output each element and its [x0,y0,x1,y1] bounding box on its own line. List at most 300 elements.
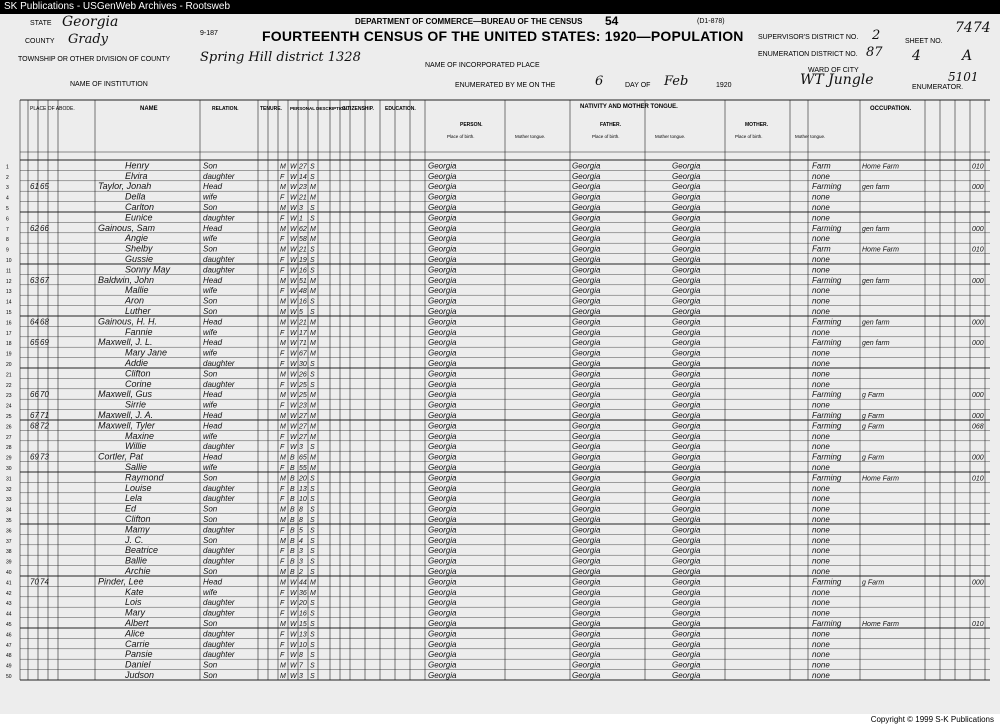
person-name: Fannie [125,326,153,337]
father-birth-place: Georgia [572,483,601,493]
marital-value: M [310,184,316,192]
race-value: B [290,558,295,566]
birth-place: Georgia [428,296,457,306]
race-value: W [290,298,297,306]
relation-value: Head [203,338,223,348]
relation-value: Son [203,244,218,254]
relation-value: Son [203,369,218,379]
age-value: 26 [299,371,307,379]
person-name: Corine [125,378,152,389]
age-value: 19 [299,257,307,264]
occupation-value: none [812,307,830,316]
marital-value: S [310,506,315,514]
age-value: 3 [299,558,303,566]
mother-birth-place: Georgia [672,483,701,493]
birth-place: Georgia [428,598,457,608]
sheet-label: SHEET NO. [905,38,943,45]
line-number: 30 [6,466,12,472]
marital-value: S [310,641,315,649]
mother-birth-place: Georgia [672,546,701,556]
township-value: Spring Hill district 1328 [200,50,361,65]
occupation-value: none [812,379,830,389]
family-number: 70 [40,390,49,400]
age-value: 16 [299,610,307,618]
line-number: 49 [6,663,12,670]
form-code: (D1-878) [697,18,725,25]
age-value: 58 [299,236,307,244]
birth-place: Georgia [428,421,457,431]
person-name: Raymond [125,472,164,483]
line-number: 1 [6,164,9,171]
sex-value: F [280,215,285,223]
person-name: Sallie [125,462,148,472]
birth-place: Georgia [428,348,457,358]
person-name: Gainous, H. H. [98,316,158,327]
mother-birth-place: Georgia [672,431,701,441]
line-number: 15 [6,310,12,316]
relation-value: Head [203,223,223,233]
birth-place: Georgia [428,515,457,524]
mother-birth-place: Georgia [672,608,701,618]
race-value: W [290,413,297,420]
occupation-value: none [812,463,830,472]
age-value: 14 [299,173,307,181]
mother-birth-place: Georgia [672,244,701,254]
occupation-value: none [812,265,830,275]
sex-value: M [280,340,286,348]
age-value: 21 [299,246,307,254]
marital-value: S [310,548,315,556]
line-number: 44 [6,611,12,618]
mother-birth-place: Georgia [672,421,701,431]
birth-place: Georgia [428,431,457,441]
father-birth-place: Georgia [572,577,601,587]
father-birth-place: Georgia [572,587,601,597]
race-value: B [290,537,295,545]
industry-value: g Farm [862,423,885,431]
father-birth-place: Georgia [572,213,601,223]
father-birth-place: Georgia [572,296,601,306]
relation-value: daughter [203,639,235,649]
header-father: FATHER. [600,122,622,128]
person-name: Kate [125,586,144,597]
marital-value: S [310,662,315,670]
sex-value: F [280,610,285,618]
sex-value: F [280,267,285,275]
person-name: Della [125,191,146,202]
age-value: 10 [299,496,307,504]
line-number: 31 [6,476,12,483]
age-value: 48 [299,288,307,296]
family-number: 71 [40,411,49,420]
enumerated-month: Feb [664,74,689,89]
mother-birth-place: Georgia [672,525,701,535]
race-value: W [290,652,297,660]
sheet-value: 4 [912,48,921,64]
birth-place: Georgia [428,317,457,327]
mother-birth-place: Georgia [672,192,701,202]
mother-birth-place: Georgia [672,286,701,296]
relation-value: Head [203,577,223,587]
relation-value: Son [203,307,218,316]
occupation-code: 000 [972,277,984,285]
birth-place: Georgia [428,286,457,296]
race-value: W [290,194,297,202]
window-title: SK Publications - USGenWeb Archives - Rootsweb [0,0,1000,14]
sex-value: F [280,361,285,368]
father-birth-place: Georgia [572,535,601,545]
header-mother: MOTHER. [745,122,769,128]
birth-place: Georgia [428,650,457,660]
line-number: 42 [6,590,12,597]
age-value: 23 [299,184,307,192]
relation-value: wife [203,400,218,410]
relation-value: Son [203,473,218,483]
race-value: W [290,444,297,452]
line-number: 5 [6,206,9,212]
occupation-code: 000 [972,319,984,327]
father-birth-place: Georgia [572,275,601,285]
age-value: 7 [299,662,303,670]
line-number: 11 [6,268,12,275]
age-value: 71 [299,340,307,348]
marital-value: S [310,361,315,368]
birth-place: Georgia [428,192,457,202]
race-value: W [290,288,297,296]
line-number: 37 [6,538,12,545]
person-name: Sirrie [125,399,147,410]
mother-birth-place: Georgia [672,452,701,462]
sex-value: M [280,319,286,327]
industry-value: gen farm [862,340,890,348]
father-birth-place: Georgia [572,463,601,472]
relation-value: Head [203,275,223,285]
relation-value: Son [203,671,218,680]
race-value: W [290,340,297,348]
birth-place: Georgia [428,483,457,493]
race-value: B [290,496,295,504]
header-personal: PERSONAL DESCRIPTION. [290,106,349,111]
person-name: Mamy [125,524,150,535]
occupation-value: none [812,171,830,181]
person-name: Maxwell, Tyler [98,420,155,431]
birth-place: Georgia [428,400,457,410]
mother-birth-place: Georgia [672,494,701,504]
mother-birth-place: Georgia [672,223,701,233]
birth-place: Georgia [428,535,457,545]
occupation-value: Farming [812,473,842,483]
mother-birth-place: Georgia [672,619,701,628]
birth-place: Georgia [428,619,457,628]
sex-value: M [280,517,286,524]
line-number: 23 [6,393,12,400]
mother-birth-place: Georgia [672,639,701,649]
marital-value: M [310,225,316,233]
age-value: 13 [299,485,307,493]
census-sheet [0,14,1000,714]
mother-birth-place: Georgia [672,535,701,545]
father-birth-place: Georgia [572,317,601,327]
marital-value: S [310,485,315,493]
person-name: Mallie [125,285,149,296]
age-value: 15 [299,621,307,628]
line-number: 28 [6,445,12,452]
race-value: W [290,215,297,223]
person-name: Mary [125,607,145,618]
age-value: 4 [299,537,303,545]
person-name: Lela [125,493,143,504]
county-value: Grady [68,32,109,47]
industry-value: Home Farm [862,246,899,254]
industry-value: g Farm [862,579,885,587]
person-name: J. C. [125,534,144,545]
header-occupation: OCCUPATION. [870,106,912,112]
marital-value: M [310,465,316,472]
age-value: 27 [299,163,307,171]
dwelling-number: 64 [30,317,39,327]
father-birth-place: Georgia [572,598,601,608]
line-number: 13 [6,289,12,296]
family-number: 73 [40,452,49,462]
occupation-value: none [812,369,830,379]
marital-value: S [310,558,315,566]
mother-birth-place: Georgia [672,255,701,264]
race-value: W [290,309,297,316]
father-birth-place: Georgia [572,671,601,680]
birth-place: Georgia [428,587,457,597]
occupation-value: none [812,400,830,410]
sex-value: F [280,485,285,493]
header-place-of-abode: PLACE OF ABODE. [30,106,75,112]
age-value: 65 [299,454,307,462]
marital-value: S [310,309,315,316]
line-number: 17 [6,330,12,337]
marital-value: M [310,329,316,337]
age-value: 16 [299,298,307,306]
sex-value: M [280,205,286,212]
race-value: W [290,610,297,618]
age-value: 21 [299,319,307,327]
person-name: Aron [125,295,145,306]
mother-birth-place: Georgia [672,265,701,275]
line-number: 50 [6,674,12,680]
age-value: 23 [299,402,307,410]
relation-value: daughter [203,483,235,493]
day-of-label: DAY OF [625,82,651,89]
race-value: W [290,423,297,431]
birth-place: Georgia [428,639,457,649]
mother-birth-place: Georgia [672,338,701,348]
sex-value: M [280,423,286,431]
mother-birth-place: Georgia [672,171,701,181]
occupation-value: none [812,639,830,649]
mother-birth-place: Georgia [672,515,701,524]
sex-value: M [280,537,286,545]
race-value: W [290,319,297,327]
sex-value: M [280,579,286,587]
sex-value: M [280,298,286,306]
father-birth-place: Georgia [572,473,601,483]
header-father-tongue: Mother tongue. [655,134,686,139]
occupation-value: none [812,327,830,337]
occupation-value: none [812,587,830,597]
line-number: 6 [6,216,9,223]
marital-value: M [310,392,316,400]
occupation-value: none [812,234,830,244]
line-number: 43 [6,601,12,608]
race-value: W [290,163,297,171]
father-birth-place: Georgia [572,400,601,410]
age-value: 27 [299,413,307,420]
department-label: DEPARTMENT OF COMMERCE—BUREAU OF THE CENSUS [355,17,583,26]
mother-birth-place: Georgia [672,275,701,285]
marital-value: M [310,454,316,462]
occupation-code: 000 [972,579,984,587]
line-number: 48 [6,653,12,660]
sex-value: F [280,558,285,566]
occupation-value: Farming [812,411,842,420]
sex-value: M [280,371,286,379]
industry-value: Home Farm [862,163,899,171]
person-name: Lois [125,597,142,608]
sex-value: M [280,225,286,233]
relation-value: daughter [203,556,235,566]
marital-value: M [310,319,316,327]
age-value: 5 [299,309,303,316]
occupation-code: 000 [972,413,984,420]
family-number: 69 [40,338,49,348]
marital-value: S [310,163,315,171]
birth-place: Georgia [428,327,457,337]
age-value: 62 [299,225,307,233]
dwelling-number: 68 [30,421,39,431]
marital-value: S [310,371,315,379]
occupation-value: none [812,525,830,535]
family-number: 72 [40,421,49,431]
marital-value: M [310,194,316,202]
person-name: Gussie [125,254,154,264]
birth-place: Georgia [428,671,457,680]
mother-birth-place: Georgia [672,650,701,660]
sex-value: F [280,589,285,597]
birth-place: Georgia [428,223,457,233]
relation-value: daughter [203,546,235,556]
sex-value: F [280,548,285,556]
person-name: Archie [125,566,151,576]
birth-place: Georgia [428,577,457,587]
person-name: Alice [125,628,145,639]
sex-value: F [280,381,285,389]
mother-birth-place: Georgia [672,359,701,368]
person-name: Beatrice [125,545,159,556]
header-nativity: NATIVITY AND MOTHER TONGUE. [580,104,678,110]
person-name: Ed [125,503,137,514]
header-education: EDUCATION. [385,106,416,112]
birth-place: Georgia [428,463,457,472]
line-number: 27 [6,434,12,441]
age-value: 44 [299,579,307,587]
father-birth-place: Georgia [572,515,601,524]
line-number: 4 [6,195,9,202]
race-value: W [290,631,297,639]
marital-value: M [310,236,316,244]
person-name: Angie [125,233,149,244]
age-value: 25 [299,392,307,400]
birth-place: Georgia [428,161,457,171]
marital-value: M [310,340,316,348]
person-name: Sonny May [125,264,171,275]
race-value: W [290,184,297,192]
relation-value: Son [203,161,218,171]
enumeration-label: ENUMERATION DISTRICT NO. [758,51,858,58]
marital-value: S [310,173,315,181]
father-birth-place: Georgia [572,556,601,566]
age-value: 2 [299,569,303,576]
race-value: B [290,475,295,483]
dwelling-number: 63 [30,275,39,285]
relation-value: wife [203,431,218,441]
marital-value: S [310,215,315,223]
father-birth-place: Georgia [572,192,601,202]
race-value: W [290,392,297,400]
marital-value: S [310,475,315,483]
occupation-code: 000 [972,340,984,348]
mother-birth-place: Georgia [672,473,701,483]
person-name: Shelby [125,243,153,254]
age-value: 5 [299,527,303,535]
race-value: W [290,402,297,410]
occupation-value: none [812,567,830,576]
marital-value: M [310,277,316,285]
ward-label: WARD OF CITY [808,67,859,74]
sex-value: F [280,329,285,337]
relation-value: Son [203,515,218,524]
mother-birth-place: Georgia [672,182,701,192]
marital-value: S [310,267,315,275]
sex-value: F [280,402,285,410]
industry-value: Home Farm [862,621,899,628]
birth-place: Georgia [428,369,457,379]
age-value: 51 [299,277,307,285]
marital-value: M [310,579,316,587]
father-birth-place: Georgia [572,660,601,670]
race-value: B [290,517,295,524]
dwelling-number: 69 [30,452,39,462]
occupation-value: none [812,296,830,306]
occupation-code: 010 [972,163,984,171]
relation-value: Son [203,504,218,514]
relation-value: Head [203,452,223,462]
father-birth-place: Georgia [572,244,601,254]
mother-birth-place: Georgia [672,161,701,171]
township-label: TOWNSHIP OR OTHER DIVISION OF COUNTY [18,56,171,63]
father-birth-place: Georgia [572,567,601,576]
birth-place: Georgia [428,473,457,483]
person-name: Carlton [125,202,155,212]
dwelling-number: 67 [30,411,39,420]
header-person: PERSON. [460,122,483,128]
occupation-value: none [812,359,830,368]
occupation-value: none [812,203,830,212]
census-title: FOURTEENTH CENSUS OF THE UNITED STATES: 1920—POPULATION [262,28,744,44]
father-birth-place: Georgia [572,546,601,556]
industry-value: g Farm [862,413,885,420]
race-value: W [290,621,297,628]
occupation-value: none [812,556,830,566]
birth-place: Georgia [428,213,457,223]
occupation-value: none [812,192,830,202]
footer [0,714,1000,727]
